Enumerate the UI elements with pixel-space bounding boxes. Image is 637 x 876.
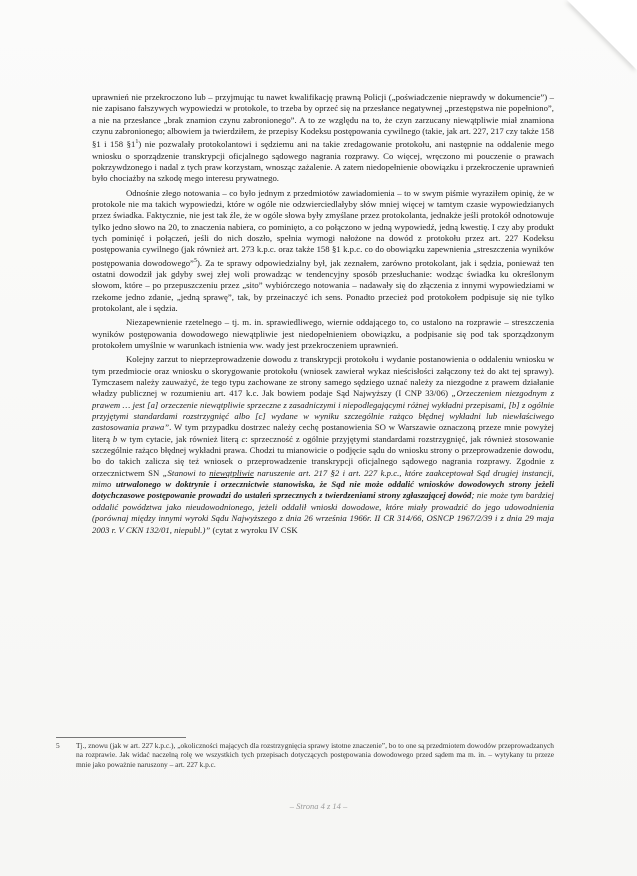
text-segment: uprawnień nie przekroczono lub – przyjmując tu nawet kwalifikację prawną Policji („poświadczenie nieprawdy w dokumencie”) – nie zapisano fałszywych wypowiedzi w protokole, to trzeba by oprzeć się na przesłance negatywnej „przestępstwa nie popełniono”, a nie na przesłance „brak znamion czynu zabronionego”. A to ze względu na to, że czyn zarzucany niewątpliwie miał znamiona czynu zabronionego; albowiem ja twierdziłem, że przepisy Kodeksu postępowania cywilnego (takie, jak art. 227, 217 czy także 158 §1 i 158 §1 bbox=[92, 92, 554, 150]
text-segment: naruszenie art. 217 §2 i art. 227 k.p.c., które zaakceptował Sąd drugiej instancji, mimo bbox=[92, 467, 555, 490]
text-segment: (cytat z wyroku IV CSK bbox=[210, 524, 298, 535]
text-segment: b bbox=[112, 433, 118, 444]
text-segment: c bbox=[241, 433, 246, 444]
text-segment: Kolejny zarzut to nieprzeprowadzenie dowodu z transkrypcji protokołu i wydanie postanowienia o oddaleniu wniosku w tym przedmiocie oraz wniosku o skorygowanie protokołu (wniosek zawierał wykaz nieścisłości załączony też do akt tej sprawy). Tymczasem należy zauważyć, że tego typu zachowane ze strony samego sędziego uznać należy za niezgodne z prawem działanie władzy publicznej w rozumieniu art. 417 k.c. Jak bowiem podaje Sąd Najwyższy (I CNP 33/06) bbox=[92, 354, 554, 399]
text-segment: ). Za te sprawy odpowiedzialny był, jak zeznałem, zarówno protokolant, jak i sędzia, ponieważ ten ostatni dowodził jak gdyby swej złej woli prowadząc w tendencyjny sposób przesłuchanie: wodząc świadka ku określonym słowom, które – po przepuszczeniu przez „sito” wybiórczego notowania – nadawały się do złączenia z innymi wypowiedziami w rzekome jedno zdanie, „jedną sprawę”, tak, by przeinaczyć ich sens. Ponadto przecież pod protokołem podpisuje się nie tylko protokolant, ale i sędzia. bbox=[92, 257, 554, 313]
folded-corner bbox=[567, 0, 637, 70]
text-segment: „Stanowi to bbox=[162, 467, 210, 478]
text-segment: : sprzeczność z ogólnie przyjętymi standardami rozstrzygnięć, jak również stosowanie szczególnie rażąco błędnej wykładni prawa. Chodzi tu mianowicie o podjęcie sądu do wniosku strony o przeprowadzenie dowodu, bo do takich zalicza się też wniosek o przeprowadzenie transkrypcji oficjalnego sądowego nagrania rozprawy. Zgodnie z orzecznictwem SN bbox=[92, 433, 554, 478]
text-segment: w tym cytacie, jak również literą bbox=[117, 433, 242, 444]
paragraph bbox=[92, 317, 554, 351]
text-segment: ) nie pozwalały protokolantowi i sędziemu ani na takie zredagowanie protokołu, ani następnie na oddalenie mego wniosku o sporządzenie transkrypcji oficjalnego sądowego nagrania rozprawy. Co więcej, wręczono mi pouczenie o prawach pokrzywdzonego i nadal z tych praw korzystam, wnosząc zażalenie. A zatem niedopełnienie obowiązku i przekroczenie uprawnień było chociażby na szkodę mego interesu prywatnego. bbox=[92, 139, 554, 184]
page-number: – Strona 4 z 14 – bbox=[289, 801, 348, 811]
document-body bbox=[92, 92, 554, 539]
footnote-number: 5 bbox=[56, 741, 60, 750]
text-segment: . W tym przypadku dostrzec należy cechę postanowienia SO w Warszawie oznaczoną przeze mnie powyżej literą bbox=[92, 422, 554, 444]
text-segment: ; nie może tym bardziej oddalić powództwa jako nieudowodnionego, jeżeli oddalił wnioski dowodowe, które miały prowadzić do jego udowodnienia (porównaj między innymi wyroki Sądu Najwyższego z dnia 26 września 1966r. II CR 314/66, OSNCP 1967/2/39 i z dnia 29 maja 2003 r. V CKN 132/01, niepubl.)” bbox=[92, 490, 554, 535]
footnote-reference: 5 bbox=[193, 257, 197, 264]
footnote bbox=[56, 741, 554, 769]
footnote-text: Tj., znowu (jak w art. 227 k.p.c.), „okoliczności mających dla rozstrzygnięcia sprawy istotne znaczenie”, bo to one są przedmiotem dowodów przeprowadzanych na rozprawie. Jak widać naczelną rolę we wszystkich tych przepisach dotyczących postępowania dowodowego przed sądem ma m. in. – wytykany tu przeze mnie jako poważnie naruszony – art. 227 k.p.c. bbox=[76, 741, 554, 769]
paragraph bbox=[92, 92, 554, 185]
paragraph bbox=[92, 188, 554, 315]
text-segment: niewątpliwie bbox=[209, 467, 254, 478]
footnote-separator bbox=[56, 737, 186, 738]
paragraph bbox=[92, 354, 554, 536]
text-segment: utrwalonego w doktrynie i orzecznictwie stanowiska, że Sąd nie może oddalić wniosków dowodowych strony jeżeli dotychczasowe postępowanie prowadzi do ustaleń sprzecznych z twierdzeniami strony zgłaszającej dowód bbox=[92, 479, 554, 501]
text-segment: „Orzeczeniem niezgodnym z prawem … jest [a] orzeczenie niewątpliwie sprzeczne z zasadniczymi i niepodlegającymi różnej wykładni przepisami, [b] z ogólnie przyjętymi standardami rozstrzygnięć albo [c] wydane w wyniku szczególnie rażąco błędnej wykładni lub niewłaściwego zastosowania prawa” bbox=[92, 388, 554, 433]
footnote-reference: 1 bbox=[135, 139, 139, 146]
text-segment: Odnośnie złego notowania – co było jednym z przedmiotów zawiadomienia – to w swym piśmie wyraziłem opinię, że w protokole nie ma takich wypowiedzi, które w ogóle nie odzwierciedlałyby słów mniej więcej w tamtym czasie wypowiedzianych przez świadka. Faktycznie, nie jest tak źle, że w ogóle słowa były zmyślane przez protokolanta, jednakże jeśli protokół odnotowuje tylko jedno słowo na 20, to znaczenia nabiera, co pominięto, a co połączono w jedną wypowiedź, jedną kwestię. I czy aby produkt tych pominięć i połączeń, jeśli do nich doszło, spełnia wymogi nałożone na dowód z protokołu przez art. 227 Kodeksu postępowania cywilnego (jak również art. 273 k.p.c. oraz także 158 §1 k.p.c. co do obowiązku zapewnienia „streszczenia wyników postępowania dowodowego” bbox=[92, 187, 554, 268]
text-segment: Niezapewnienie rzetelnego – tj. m. in. sprawiedliwego, wiernie oddającego to, co ustalono na rozprawie – streszczenia wyników postępowania dowodowego niewątpliwie jest niedopełnieniem obowiązku, a podpisanie się pod tak sporządzonym protokołem umyślnie w warunkach istnienia ww. wady jest przekroczeniem uprawnień. bbox=[92, 317, 554, 350]
